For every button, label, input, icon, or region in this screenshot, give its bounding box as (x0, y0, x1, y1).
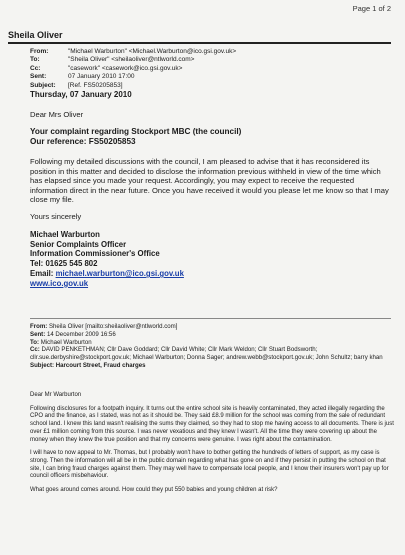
signature-title: Senior Complaints Officer (30, 239, 127, 249)
body-paragraph: Following my detailed discussions with the council, I am pleased to advise that it has reconsidered its position in this matter and decided to disclose the information previous withheld in view of the time which has elapsed since you made your request. Accordingly, you may expect to receive the requested information direct in the near future. Once you have received it would you please let me know so that I may close my file. (30, 157, 389, 205)
quoted-paragraph: I will have to now appeal to Mr. Thomas, but I probably won't have to bother getting the hundreds of letters of support, as my case is strong. Then the information will all be in the public domain regarding what has gone on and if they persist in putting the school on that site, I can bring fraud charges against them. They may well have to compensate local people, and I know their insurers won't pay up for council officers misbehaviour. (30, 450, 389, 480)
quoted-subject-row (30, 362, 395, 370)
header-subject-label: Subject: (30, 81, 56, 89)
header-from-row (30, 48, 236, 56)
header-divider (8, 42, 391, 44)
complaint-subject-line: Your complaint regarding Stockport MBC (the council) (30, 127, 242, 137)
quoted-from-row (30, 323, 395, 331)
closing: Yours sincerely (30, 212, 82, 222)
header-from-label: From: (30, 48, 49, 55)
header-sent-value: 07 January 2010 17:00 (68, 73, 135, 81)
signature-block (30, 230, 390, 289)
header-sent-row (30, 73, 236, 81)
header-to-value: "Sheila Oliver" <sheilaoliver@ntlworld.com> (68, 56, 195, 64)
message1-header (30, 48, 236, 100)
header-cc-label: Cc: (30, 64, 41, 72)
quoted-salutation: Dear Mr Warburton (30, 392, 82, 398)
header-cc-value: "casework" <casework@ico.gsi.gov.uk> (68, 64, 183, 72)
quoted-to-value: Michael Warburton (40, 338, 92, 346)
mailbox-owner-name: Sheila Oliver (8, 30, 63, 40)
quoted-cc-label: Cc: (30, 346, 40, 354)
header-from-value: "Michael Warburton" <Michael.Warburton@ico.gsi.gov.uk> (68, 48, 237, 55)
quoted-sent-label: Sent: (30, 330, 46, 338)
quoted-from-value: Sheila Oliver [mailto:sheilaoliver@ntlworld.com] (48, 323, 178, 330)
quoted-cc-value: DAVID PENKETHMAN; Cllr Dave Goddard; Cllr David White; Cllr Mark Weldon; Cllr Stuart Bodsworth; cllr.sue.derbyshire@stockport.gov.uk; Michael Warburton; Donna Sager; andrew.webb@stockport.gov.uk; John Schultz; barry khan (30, 346, 383, 362)
quoted-sent-row (30, 331, 395, 339)
header-subject-row (30, 82, 236, 90)
signature-email-row (30, 269, 390, 279)
message1-body (30, 110, 390, 289)
signature-email-label: Email: (30, 269, 56, 279)
signature-office: Information Commissioner's Office (30, 249, 160, 259)
salutation: Dear Mrs Oliver (30, 110, 84, 119)
header-to-label: To: (30, 56, 40, 64)
quoted-cc-row (30, 346, 395, 362)
header-to-row (30, 56, 236, 64)
message2-header (30, 323, 395, 370)
message-date-line: Thursday, 07 January 2010 (30, 90, 132, 100)
header-subject-value: [Ref. FS50205853] (68, 81, 123, 89)
quoted-paragraph: What goes around comes around. How could they put 550 babies and young children at risk? (30, 487, 278, 494)
message2-body (30, 392, 395, 501)
quoted-subject-label: Subject: (30, 361, 55, 369)
quoted-to-row (30, 339, 395, 347)
signature-name: Michael Warburton (30, 229, 100, 239)
signature-phone: Tel: 01625 545 802 (30, 259, 98, 269)
quoted-sent-value: 14 December 2009 16:56 (46, 330, 116, 338)
quoted-to-label: To: (30, 338, 40, 346)
signature-email-link[interactable]: michael.warburton@ico.gsi.gov.uk (55, 269, 184, 279)
quoted-message-divider (30, 318, 391, 319)
header-sent-label: Sent: (30, 73, 47, 81)
reference-line: Our reference: FS50205853 (30, 137, 136, 147)
quoted-subject-value: Harcourt Street, Fraud charges (55, 361, 146, 369)
complaint-subject (30, 127, 390, 147)
header-cc-row (30, 65, 236, 73)
quoted-from-label: From: (30, 323, 48, 330)
signature-website-link[interactable]: www.ico.gov.uk (30, 278, 89, 288)
quoted-paragraph: Following disclosures for a footpath inquiry. It turns out the entire school site is heavily contaminated, they acted illegally regarding the CPO and the finance, as I stated, was not as it should be. They said £8.9 million for the school was coming from the sale of redundant school land. I knew this land wasn't realising the sums they claimed, so they had to stop me having access to all documents. There is just over £1 million coming from this source. I was never vexatious and they knew I wasn't. All the time they were covering up about the money when they knew the true position and that my concerns were genuine. I was right about the contamination. (30, 405, 394, 443)
page-number: Page 1 of 2 (352, 4, 391, 13)
